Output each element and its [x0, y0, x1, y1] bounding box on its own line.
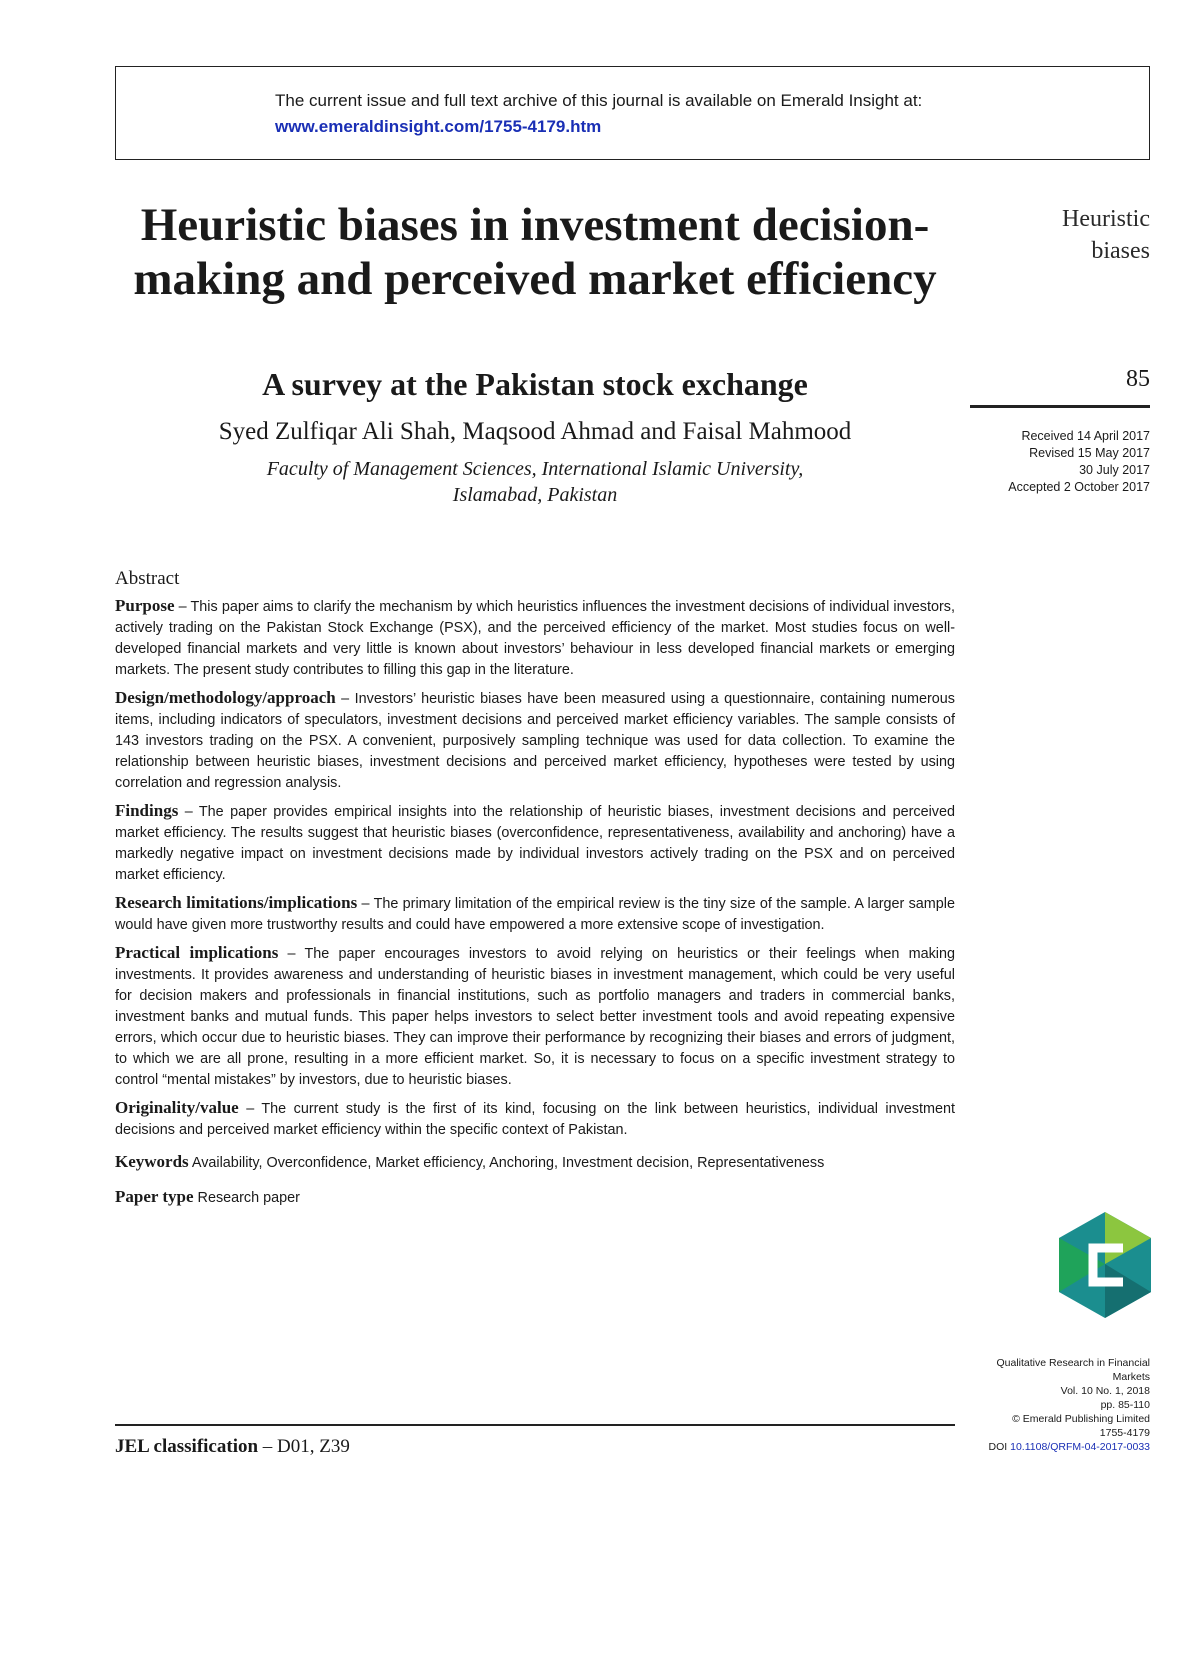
- section-label: Purpose: [115, 596, 175, 615]
- issn: 1755-4179: [1099, 1427, 1150, 1439]
- section-text: Availability, Overconfidence, Market efficiency, Anchoring, Investment decision, Representativeness: [188, 1155, 825, 1171]
- section-text: – This paper aims to clarify the mechanism by which heuristics influences the investment decisions of individual investors, actively trading on the Pakistan Stock Exchange (PSX), and the perceived efficiency of the market. Most studies focus on well-developed financial markets and very little is known about investors’ behaviour in less developed financial markets or emerging markets. The present study contributes to filling this gap in the literature.: [115, 599, 955, 678]
- running-head-line: Heuristic: [1062, 206, 1150, 232]
- keywords: [115, 1151, 955, 1174]
- jel-classification: [115, 1436, 350, 1458]
- archive-notice: The current issue and full text archive of this journal is available on Emerald Insight at:: [275, 91, 923, 110]
- journal-metadata: [940, 1356, 1150, 1454]
- affiliation-line: Islamabad, Pakistan: [452, 484, 618, 506]
- section-label: Research limitations/implications: [115, 893, 358, 912]
- section-label: Originality/value: [115, 1098, 239, 1117]
- affiliation-line: Faculty of Management Sciences, International Islamic University,: [266, 458, 804, 480]
- doi-link[interactable]: 10.1108/QRFM-04-2017-0033: [1010, 1441, 1150, 1453]
- page-range: pp. 85-110: [1100, 1399, 1150, 1411]
- section-text: – Investors’ heuristic biases have been measured using a questionnaire, containing numerous items, including indicators of speculators, investment decisions and perceived market efficiency variables. The sample consists of 143 investors trading on the PSX. A convenient, purposively sampling technique was used for data collection. To examine the relationship between heuristic biases, investment decisions and perceived market efficiency, hypotheses were tested by using correlation and regression analysis.: [115, 691, 955, 791]
- crossmark-logo-icon[interactable]: [1055, 1210, 1155, 1320]
- archive-banner: [115, 66, 1150, 160]
- jel-label: JEL classification: [115, 1436, 259, 1457]
- section-text: – The current study is the first of its kind, focusing on the link between heuristics, individual investment decisions and perceived market efficiency within the specific context of Pakistan.: [115, 1101, 955, 1138]
- abstract: [115, 568, 955, 1215]
- abstract-design: [115, 687, 955, 794]
- journal-name: Markets: [1112, 1371, 1150, 1383]
- abstract-originality: [115, 1097, 955, 1141]
- paper-subtitle: A survey at the Pakistan stock exchange: [262, 366, 808, 402]
- abstract-purpose: [115, 595, 955, 681]
- accepted-date: Accepted 2 October 2017: [1008, 480, 1150, 494]
- page-number: 85: [1126, 366, 1150, 392]
- affiliation: [115, 456, 955, 508]
- received-date: Received 14 April 2017: [1021, 429, 1150, 443]
- section-label: Practical implications: [115, 943, 279, 962]
- journal-url-link[interactable]: www.emeraldinsight.com/1755-4179.htm: [275, 117, 602, 136]
- divider: [970, 405, 1150, 408]
- section-text: – The paper provides empirical insights into the relationship of heuristic biases, investment decisions and perceived market efficiency. The results suggest that heuristic biases (overconfidence, representativeness, availability and anchoring) have a markedly negative impact on investment decisions made by individual investors actively trading on the PSX and on perceived market efficiency.: [115, 804, 955, 883]
- abstract-practical: [115, 942, 955, 1091]
- revised-date: 30 July 2017: [1079, 463, 1150, 477]
- submission-dates: [960, 428, 1150, 496]
- doi-line: [940, 1440, 1150, 1454]
- section-label: Design/methodology/approach: [115, 688, 336, 707]
- abstract-heading: Abstract: [115, 568, 180, 589]
- section-label: Paper type: [115, 1187, 194, 1206]
- abstract-limitations: [115, 892, 955, 936]
- paper-title: Heuristic biases in investment decision-making and perceived market efficiency: [133, 199, 937, 305]
- paper-type: [115, 1186, 955, 1209]
- doi-label: DOI: [988, 1441, 1011, 1453]
- journal-name: Qualitative Research in Financial: [996, 1357, 1150, 1369]
- jel-codes: – D01, Z39: [258, 1436, 350, 1457]
- volume-info: Vol. 10 No. 1, 2018: [1060, 1385, 1150, 1397]
- copyright: © Emerald Publishing Limited: [1012, 1413, 1150, 1425]
- section-label: Findings: [115, 801, 179, 820]
- section-text: – The primary limitation of the empirical review is the tiny size of the sample. A larger sample would have given more trustworthy results and could have empowered a more extensive scope of investigation.: [115, 896, 955, 933]
- running-head-line: biases: [1091, 238, 1150, 264]
- divider: [115, 1424, 955, 1426]
- section-label: Keywords: [115, 1152, 189, 1171]
- section-text: – The paper encourages investors to avoid relying on heuristics or their feelings when making investments. It provides awareness and understanding of heuristic biases in investment management, which could be very useful for decision makers and professionals in financial institutions, such as portfolio managers and traders in commercial banks, investment banks and mutual funds. This paper helps investors to select better investment tools and avoid repeating expensive errors, which occur due to heuristic biases. They can improve their performance by recognizing their biases and errors of judgment, to which we are all prone, resulting in a more efficient market. So, it is necessary to focus on a specific investment strategy to control “mental mistakes” by investors, due to heuristic biases.: [115, 946, 955, 1088]
- running-head: [980, 203, 1150, 267]
- abstract-findings: [115, 800, 955, 886]
- revised-date: Revised 15 May 2017: [1029, 446, 1150, 460]
- author-list: Syed Zulfiqar Ali Shah, Maqsood Ahmad and Faisal Mahmood: [218, 418, 852, 445]
- section-text: Research paper: [193, 1190, 300, 1206]
